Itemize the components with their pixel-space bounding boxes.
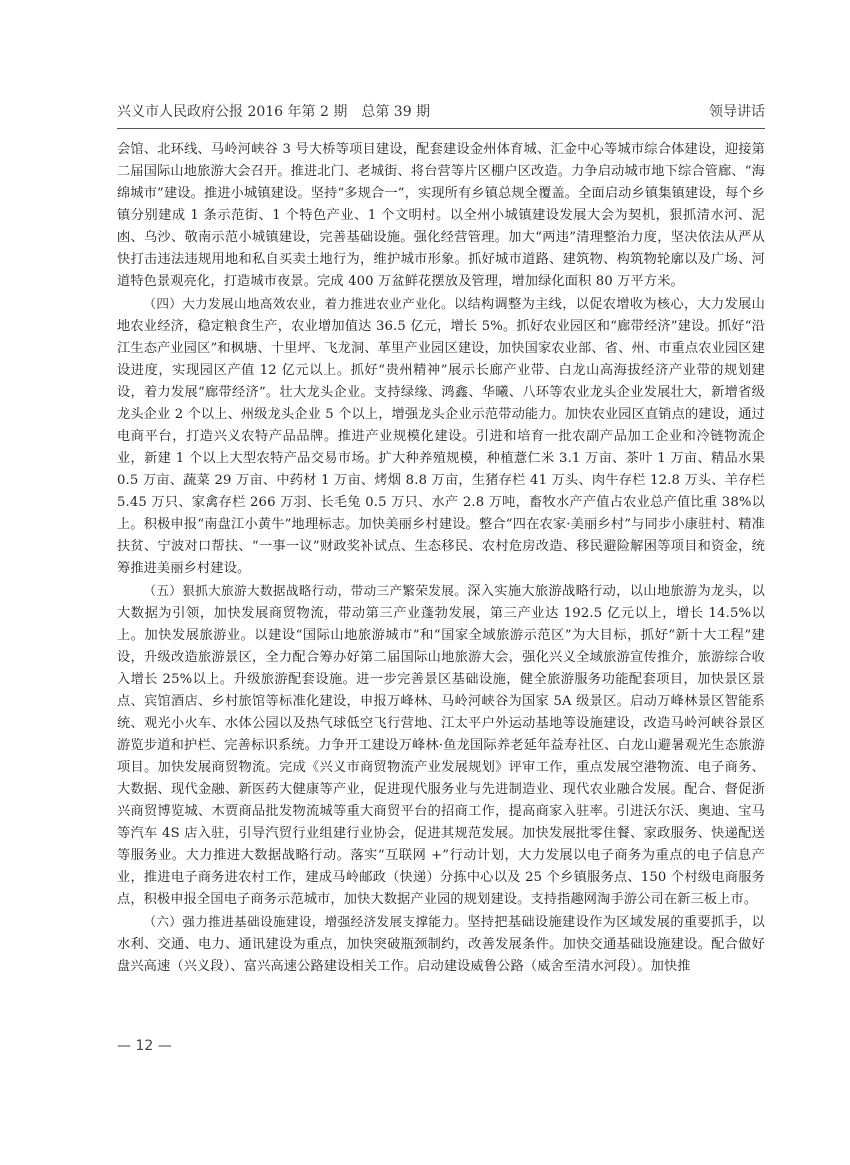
section-lead-6: （六）强力推进基础设施建设，增强经济发展支撑能力。: [143, 914, 468, 929]
section-title: 领导讲话: [709, 104, 765, 120]
page-number: — 12 —: [117, 1038, 172, 1054]
header-rule: [117, 128, 765, 129]
paragraph-text-4: 以结构调整为主线，以促农增收为核心，大力发展山地农业经济，稳定粮食生产，农业增加值达 36.5 亿元，增长 5%。抓好农业园区和“廊带经济”建设。抓好“沿江生态产业园区”和枫塘、十里坪、飞龙洞、革里产业园区建设，加快国家农业部、省、州、市重点农业园区建设进度，实现园区产值 12 亿元以上。抓好“贵州精神”展示长廊产业带、白龙山高海拔经济产业带的规划建设，着力发展“廊带经济”。壮大龙头企业。支持绿缘、鸿鑫、华曦、八环等农业龙头企业发展壮大，新增省级龙头企业 2 个以上、州级龙头企业 5 个以上，增强龙头企业示范带动能力。加快农业园区直销点的建设，通过电商平台，打造兴义农特产品品牌。推进产业规模化建设。引进和培育一批农副产品加工企业和冷链物流企业，新建 1 个以上大型农特产品交易市场。扩大种养殖规模，种植薏仁米 3.1 万亩、茶叶 1 万亩、精品水果 0.5 万亩、蔬菜 29 万亩、中药材 1 万亩、烤烟 8.8 万亩，生猪存栏 41 万头、肉牛存栏 12.8 万头、羊存栏 5.45 万只、家禽存栏 266 万羽、长毛兔 0.5 万只、水产 2.8 万吨，畜牧水产产值占农业总产值比重 38%以上。积极申报“南盘江小黄牛”地理标志。加快美丽乡村建设。整合“四在农家·美丽乡村”与同步小康驻村、精准扶贫、宁波对口帮扶、“一事一议”财政奖补试点、生态移民、农村危房改造、移民避险解困等项目和资金，统筹推进美丽乡村建设。: [117, 297, 765, 576]
publication-title: 兴义市人民政府公报 2016 年第 2 期: [117, 104, 348, 120]
section-lead-5: （五）狠抓大旅游大数据战略行动，带动三产繁荣发展。: [143, 583, 468, 598]
paragraph-agriculture: [117, 293, 765, 580]
section-lead-4: （四）大力发展山地高效农业，着力推进农业产业化。: [143, 296, 454, 311]
paragraph-tourism: [117, 580, 765, 911]
running-header: [117, 102, 765, 122]
article-body: [117, 139, 765, 978]
paragraph-continued: 会馆、北环线、马岭河峡谷 3 号大桥等项目建设，配套建设金州体育城、汇金中心等城市综合体建设，迎接第二届国际山地旅游大会召开。推进北门、老城街、将台营等片区棚户区改造。力争启动城市地下综合管廊、“海绵城市”建设。推进小城镇建设。坚持“多规合一”，实现所有乡镇总规全覆盖。全面启动乡镇集镇建设，每个乡镇分别建成 1 条示范街、1 个特色产业、1 个文明村。以全州小城镇建设发展大会为契机，狠抓清水河、泥凼、乌沙、敬南示范小城镇建设，完善基础设施。强化经营管理。加大“两违”清理整治力度，坚决依法从严从快打击违法违规用地和私自买卖土地行为，维护城市形象。抓好城市道路、建筑物、构筑物轮廓以及广场、河道特色景观亮化，打造城市夜景。完成 400 万盆鲜花摆放及管理，增加绿化面积 80 万平方米。: [117, 142, 765, 289]
paragraph-text-5: 深入实施大旅游战略行动，以山地旅游为龙头，以大数据为引领，加快发展商贸物流，带动第三产业蓬勃发展，第三产业达 192.5 亿元以上，增长 14.5%以上。加快发展旅游业。以建设“国际山地旅游城市”和“国家全域旅游示范区”为大目标，抓好“新十大工程”建设，升级改造旅游景区，全力配合筹办好第二届国际山地旅游大会，强化兴义全域旅游宣传推介，旅游综合收入增长 25%以上。升级旅游配套设施。进一步完善景区基础设施，健全旅游服务功能配套项目，加快景区景点、宾馆酒店、乡村旅馆等标准化建设，申报万峰林、马岭河峡谷为国家 5A 级景区。启动万峰林景区智能系统、观光小火车、水体公园以及热气球低空飞行营地、江太平户外运动基地等设施建设，改造马岭河峡谷景区游览步道和护栏、完善标识系统。力争开工建设万峰林·鱼龙国际养老延年益寿社区、白龙山避暑观光生态旅游项目。加快发展商贸物流。完成《兴义市商贸物流产业发展规划》评审工作，重点发展空港物流、电子商务、大数据、现代金融、新医药大健康等产业，促进现代服务业与先进制造业、现代农业融合发展。配合、督促浙兴商贸博览城、木贾商品批发物流城等重大商贸平台的招商工作，提高商家入驻率。引进沃尔沃、奥迪、宝马等汽车 4S 店入驻，引导汽贸行业组建行业协会，促进其规范发展。加快发展批零住餐、家政服务、快递配送等服务业。大力推进大数据战略行动。落实“互联网 +”行动计划，大力发展以电子商务为重点的电子信息产业，推进电子商务进农村工作，建成马岭邮政（快递）分拣中心以及 25 个乡镇服务点、150 个村级电商服务点，积极申报全国电子商务示范城市，加快大数据产业园的规划建设。支持指趣网淘手游公司在新三板上市。: [117, 584, 765, 907]
paragraph-infrastructure: [117, 911, 765, 978]
header-left: [117, 102, 430, 122]
issue-total: 总第 39 期: [361, 104, 431, 120]
paragraph-text-6: 坚持把基础设施建设作为区域发展的重要抓手，以水利、交通、电力、通讯建设为重点，加快突破瓶颈制约，改善发展条件。加快交通基础设施建设。配合做好盘兴高速（兴义段）、富兴高速公路建设相关工作。启动建设威鲁公路（威舍至清水河段）。加快推: [117, 915, 765, 974]
